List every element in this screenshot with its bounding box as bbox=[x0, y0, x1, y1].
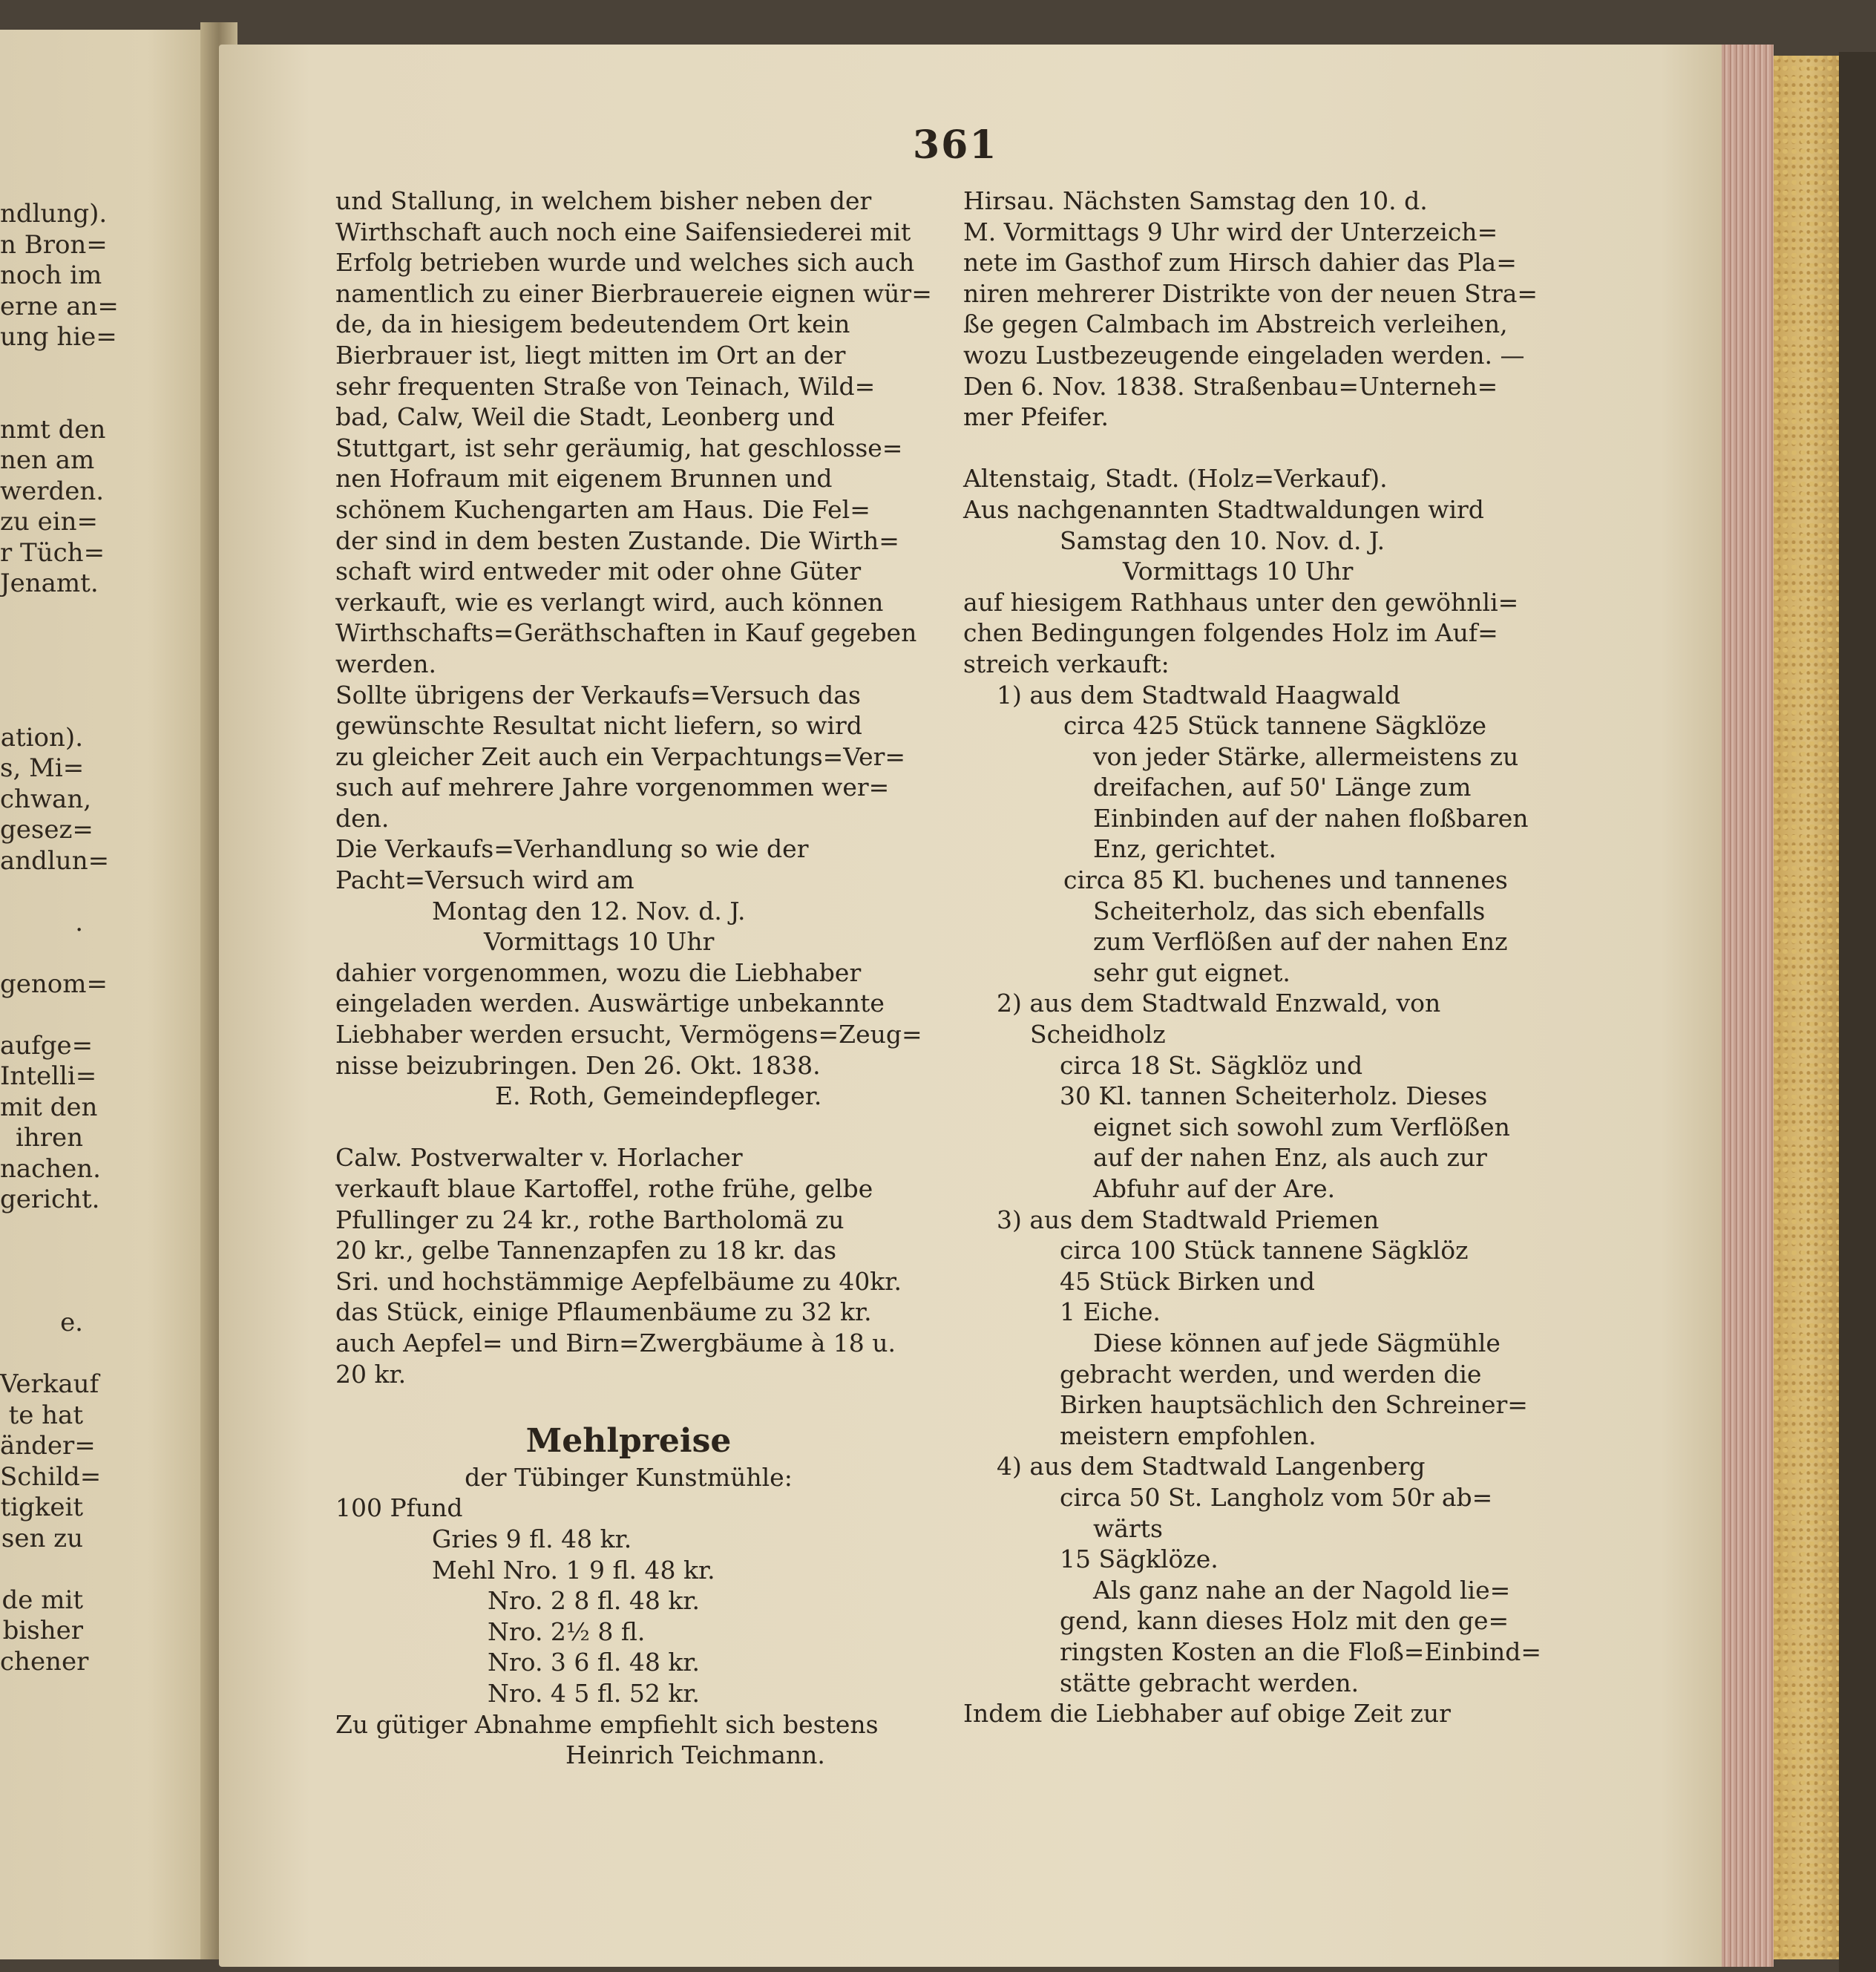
col2-line: Altenstaig, Stadt. (Holz=Verkauf). bbox=[963, 464, 1388, 494]
left-page-line: e. bbox=[60, 1308, 83, 1337]
col1-line: Erfolg betrieben wurde und welches sich auch bbox=[335, 248, 915, 278]
col2-line: zum Verflößen auf der nahen Enz bbox=[1093, 927, 1508, 957]
left-page-line: r Tüch= bbox=[0, 537, 105, 568]
left-page-line: te hat bbox=[8, 1400, 83, 1430]
col1-line: Calw. Postverwalter v. Horlacher bbox=[335, 1143, 743, 1173]
left-page-line: nmt den bbox=[0, 414, 106, 445]
col2-line: Als ganz nahe an der Nagold lie= bbox=[1093, 1575, 1511, 1605]
col2-line: dreifachen, auf 50' Länge zum bbox=[1093, 773, 1472, 802]
left-page-line bbox=[0, 1554, 83, 1585]
col1-line: Mehl Nro. 1 9 fl. 48 kr. bbox=[432, 1555, 715, 1585]
col1-line bbox=[335, 1112, 922, 1143]
col1-line: 100 Pfund bbox=[335, 1493, 463, 1523]
left-page-line: ndlung). bbox=[0, 199, 108, 229]
left-page-line: werden. bbox=[0, 476, 105, 506]
page-number: 361 bbox=[913, 122, 998, 168]
col1-line: werden. bbox=[335, 649, 436, 678]
col2-line: meistern empfohlen. bbox=[1060, 1421, 1316, 1450]
col1-line: Bierbrauer ist, liegt mitten im Ort an der bbox=[335, 340, 846, 370]
col1-line: Pacht=Versuch wird am bbox=[335, 865, 634, 895]
left-page-line bbox=[0, 1000, 83, 1031]
col2-line: 1 Eiche. bbox=[1060, 1297, 1161, 1327]
col1-line: gewünschte Resultat nicht liefern, so wird bbox=[335, 711, 862, 741]
col2-line: Scheidholz bbox=[1030, 1020, 1166, 1049]
col1-line: Stuttgart, ist sehr geräumig, hat geschlosse= bbox=[335, 433, 903, 462]
col2-line: Abfuhr auf der Are. bbox=[1093, 1174, 1336, 1203]
col2-line: circa 18 St. Sägklöz und bbox=[1060, 1050, 1363, 1080]
col2-line: Indem die Liebhaber auf obige Zeit zur bbox=[963, 1699, 1451, 1729]
col2-line: von jeder Stärke, allermeistens zu bbox=[1093, 741, 1519, 771]
col1-line: nisse beizubringen. Den 26. Okt. 1838. bbox=[335, 1050, 821, 1080]
col2-line: ringsten Kosten an die Floß=Einbind= bbox=[1060, 1637, 1542, 1666]
col2-line: circa 100 Stück tannene Sägklöz bbox=[1060, 1236, 1469, 1265]
col2-line: 30 Kl. tannen Scheiterholz. Dieses bbox=[1060, 1081, 1488, 1111]
col2-line: 3) aus dem Stadtwald Priemen bbox=[997, 1205, 1380, 1234]
col1-line: Nro. 4 5 fl. 52 kr. bbox=[488, 1678, 700, 1708]
col1-line: das Stück, einige Pflaumenbäume zu 32 kr. bbox=[335, 1297, 872, 1327]
left-page-line: noch im bbox=[0, 261, 102, 290]
col2-line: circa 85 Kl. buchenes und tannenes bbox=[1063, 865, 1508, 895]
left-page-line: gesez= bbox=[0, 815, 94, 845]
col2-line: ße gegen Calmbach im Abstreich verleihen, bbox=[963, 309, 1508, 339]
col1-line: Pfullinger zu 24 kr., rothe Bartholomä zu bbox=[335, 1205, 844, 1234]
left-page-line: mit den bbox=[0, 1092, 98, 1122]
col2-line: auf hiesigem Rathhaus unter den gewöhnli= bbox=[963, 587, 1519, 617]
left-page-line: andlun= bbox=[0, 845, 110, 876]
col1-line: Montag den 12. Nov. d. J. bbox=[432, 896, 746, 926]
col2-line: M. Vormittags 9 Uhr wird der Unterzeich= bbox=[963, 217, 1498, 246]
left-page-line: sen zu bbox=[1, 1523, 83, 1553]
col1-line: schönem Kuchengarten am Haus. Die Fel= bbox=[335, 494, 870, 524]
left-page-line bbox=[0, 661, 83, 692]
col1-line bbox=[335, 1389, 922, 1421]
left-page-line: de mit bbox=[1, 1585, 83, 1615]
col1-line: 20 kr. bbox=[335, 1359, 407, 1389]
col2-line: Den 6. Nov. 1838. Straßenbau=Unterneh= bbox=[963, 371, 1498, 401]
left-page-line bbox=[0, 1216, 83, 1247]
left-page-line bbox=[0, 1339, 83, 1370]
left-page-line: ation). bbox=[0, 722, 83, 753]
column-right bbox=[963, 186, 1557, 1729]
col1-line: such auf mehrere Jahre vorgenommen wer= bbox=[335, 773, 890, 802]
col2-line: sehr gut eignet. bbox=[1093, 957, 1290, 987]
col2-line: Hirsau. Nächsten Samstag den 10. d. bbox=[963, 186, 1428, 215]
left-page-line: genom= bbox=[0, 969, 108, 999]
col2-line: Birken hauptsächlich den Schreiner= bbox=[1060, 1390, 1528, 1420]
left-page-line: Jenamt. bbox=[0, 569, 99, 598]
left-page-line: änder= bbox=[0, 1431, 96, 1461]
col2-line: Enz, gerichtet. bbox=[1093, 834, 1276, 864]
col2-line: 1) aus dem Stadtwald Haagwald bbox=[997, 680, 1401, 710]
col1-line: Sollte übrigens der Verkaufs=Versuch das bbox=[335, 680, 861, 710]
col1-line: auch Aepfel= und Birn=Zwergbäume à 18 u. bbox=[335, 1328, 896, 1357]
col1-line: Mehlpreise bbox=[525, 1421, 732, 1460]
col1-line: namentlich zu einer Bierbrauereie eignen wür= bbox=[335, 278, 932, 308]
col2-line: 4) aus dem Stadtwald Langenberg bbox=[997, 1452, 1426, 1481]
left-page-line: tigkeit bbox=[0, 1493, 83, 1522]
col1-line: bad, Calw, Weil die Stadt, Leonberg und bbox=[335, 402, 835, 432]
col1-line: de, da in hiesigem bedeutendem Ort kein bbox=[335, 309, 850, 339]
left-page-line bbox=[0, 692, 83, 723]
left-page-line: n Bron= bbox=[0, 229, 108, 260]
left-page-line: . bbox=[75, 907, 83, 937]
left-page-line: nen am bbox=[0, 445, 95, 475]
col1-line: eingeladen werden. Auswärtige unbekannte bbox=[335, 989, 885, 1018]
col1-line: zu gleicher Zeit auch ein Verpachtungs=Ver= bbox=[335, 741, 906, 771]
left-page-line bbox=[0, 1246, 83, 1277]
col1-line: Die Verkaufs=Verhandlung so wie der bbox=[335, 834, 809, 864]
col2-line: eignet sich sowohl zum Verflößen bbox=[1093, 1112, 1510, 1141]
left-page-line: Verkauf bbox=[0, 1369, 99, 1399]
col2-line: chen Bedingungen folgendes Holz im Auf= bbox=[963, 618, 1498, 648]
col2-line bbox=[963, 433, 1557, 464]
col2-line: Diese können auf jede Sägmühle bbox=[1093, 1328, 1501, 1357]
col2-line: streich verkauft: bbox=[963, 649, 1170, 678]
left-page-line: Intelli= bbox=[0, 1061, 97, 1091]
col1-line: verkauft, wie es verlangt wird, auch können bbox=[335, 587, 884, 617]
left-page-line: chener bbox=[0, 1646, 89, 1677]
col1-line: Nro. 2 8 fl. 48 kr. bbox=[488, 1586, 700, 1616]
col2-line: auf der nahen Enz, als auch zur bbox=[1093, 1143, 1487, 1173]
col1-line: der Tübinger Kunstmühle: bbox=[465, 1462, 793, 1492]
col2-line: gend, kann dieses Holz mit den ge= bbox=[1060, 1606, 1509, 1636]
col2-line: Aus nachgenannten Stadtwaldungen wird bbox=[963, 494, 1484, 524]
left-page-line: aufge= bbox=[0, 1030, 94, 1061]
col1-line: nen Hofraum mit eigenem Brunnen und bbox=[335, 464, 833, 494]
col1-line: Gries 9 fl. 48 kr. bbox=[432, 1524, 632, 1553]
col1-line: 20 kr., gelbe Tannenzapfen zu 18 kr. das bbox=[335, 1236, 837, 1265]
left-page-line: chwan, bbox=[0, 784, 92, 814]
left-page-line bbox=[0, 877, 83, 908]
col2-line: niren mehrerer Distrikte von der neuen Stra= bbox=[963, 278, 1538, 308]
left-page-line: zu ein= bbox=[0, 507, 98, 537]
left-page-line bbox=[0, 1277, 83, 1308]
book-cover-edge bbox=[1774, 56, 1844, 1959]
col2-line: 2) aus dem Stadtwald Enzwald, von bbox=[997, 989, 1441, 1018]
left-page-line bbox=[0, 600, 83, 631]
col2-line: stätte gebracht werden. bbox=[1060, 1668, 1360, 1697]
col1-line: Vormittags 10 Uhr bbox=[484, 927, 715, 957]
col1-line: schaft wird entweder mit oder ohne Güter bbox=[335, 557, 862, 586]
left-page-line: gericht. bbox=[0, 1185, 100, 1214]
col1-line: E. Roth, Gemeindepfleger. bbox=[495, 1081, 822, 1111]
col2-line: circa 50 St. Langholz vom 50r ab= bbox=[1060, 1482, 1493, 1512]
col1-line: den. bbox=[335, 803, 390, 833]
column-left bbox=[335, 186, 932, 1771]
col2-line: wärts bbox=[1093, 1513, 1163, 1543]
col2-line: nete im Gasthof zum Hirsch dahier das Pla= bbox=[963, 248, 1517, 278]
col1-line: Wirthschaft auch noch eine Saifensiederei mit bbox=[335, 217, 911, 246]
col1-line: der sind in dem besten Zustande. Die Wirth= bbox=[335, 525, 899, 555]
col2-line: gebracht werden, und werden die bbox=[1060, 1359, 1482, 1389]
col2-line: 15 Sägklöze. bbox=[1060, 1544, 1219, 1574]
left-page-line bbox=[0, 630, 83, 661]
col1-line: verkauft blaue Kartoffel, rothe frühe, gelbe bbox=[335, 1174, 873, 1203]
left-page-line: nachen. bbox=[0, 1153, 101, 1184]
col1-line: Sri. und hochstämmige Aepfelbäume zu 40kr. bbox=[335, 1266, 902, 1296]
left-page-line: s, Mi= bbox=[0, 753, 85, 783]
col1-line: Nro. 3 6 fl. 48 kr. bbox=[488, 1648, 700, 1677]
col2-line: Einbinden auf der nahen floßbaren bbox=[1093, 803, 1529, 833]
col2-line: circa 425 Stück tannene Sägklöze bbox=[1063, 711, 1487, 741]
page-edges bbox=[1722, 45, 1774, 1967]
col1-line: sehr frequenten Straße von Teinach, Wild= bbox=[335, 371, 876, 401]
left-page-line: ihren bbox=[15, 1123, 83, 1153]
col2-line: wozu Lustbezeugende eingeladen werden. — bbox=[963, 340, 1525, 370]
col1-line: und Stallung, in welchem bisher neben der bbox=[335, 186, 872, 215]
col2-line: mer Pfeifer. bbox=[963, 402, 1109, 432]
left-page-line: erne an= bbox=[0, 291, 119, 321]
col1-line: Zu gütiger Abnahme empfiehlt sich bestens bbox=[335, 1709, 879, 1739]
left-page-line bbox=[0, 384, 83, 415]
col1-line: dahier vorgenommen, wozu die Liebhaber bbox=[335, 957, 862, 987]
col2-line: 45 Stück Birken und bbox=[1060, 1266, 1316, 1296]
col1-line: Nro. 2½ 8 fl. bbox=[488, 1616, 646, 1646]
left-page-line: bisher bbox=[2, 1616, 83, 1645]
col2-line: Vormittags 10 Uhr bbox=[1123, 557, 1354, 586]
col2-line: Samstag den 10. Nov. d. J. bbox=[1060, 525, 1385, 555]
left-page-line bbox=[0, 938, 83, 969]
left-page-line: Schild= bbox=[0, 1461, 102, 1492]
left-page-line: ung hie= bbox=[0, 322, 117, 352]
background-shadow bbox=[1839, 52, 1876, 1972]
col1-line: Heinrich Teichmann. bbox=[565, 1740, 825, 1770]
col2-line: Scheiterholz, das sich ebenfalls bbox=[1093, 896, 1486, 926]
col1-line: Liebhaber werden ersucht, Vermögens=Zeug= bbox=[335, 1020, 922, 1049]
col1-line: Wirthschafts=Geräthschaften in Kauf gegeben bbox=[335, 618, 917, 648]
left-page-text bbox=[0, 199, 119, 1677]
left-page-line bbox=[0, 353, 83, 384]
